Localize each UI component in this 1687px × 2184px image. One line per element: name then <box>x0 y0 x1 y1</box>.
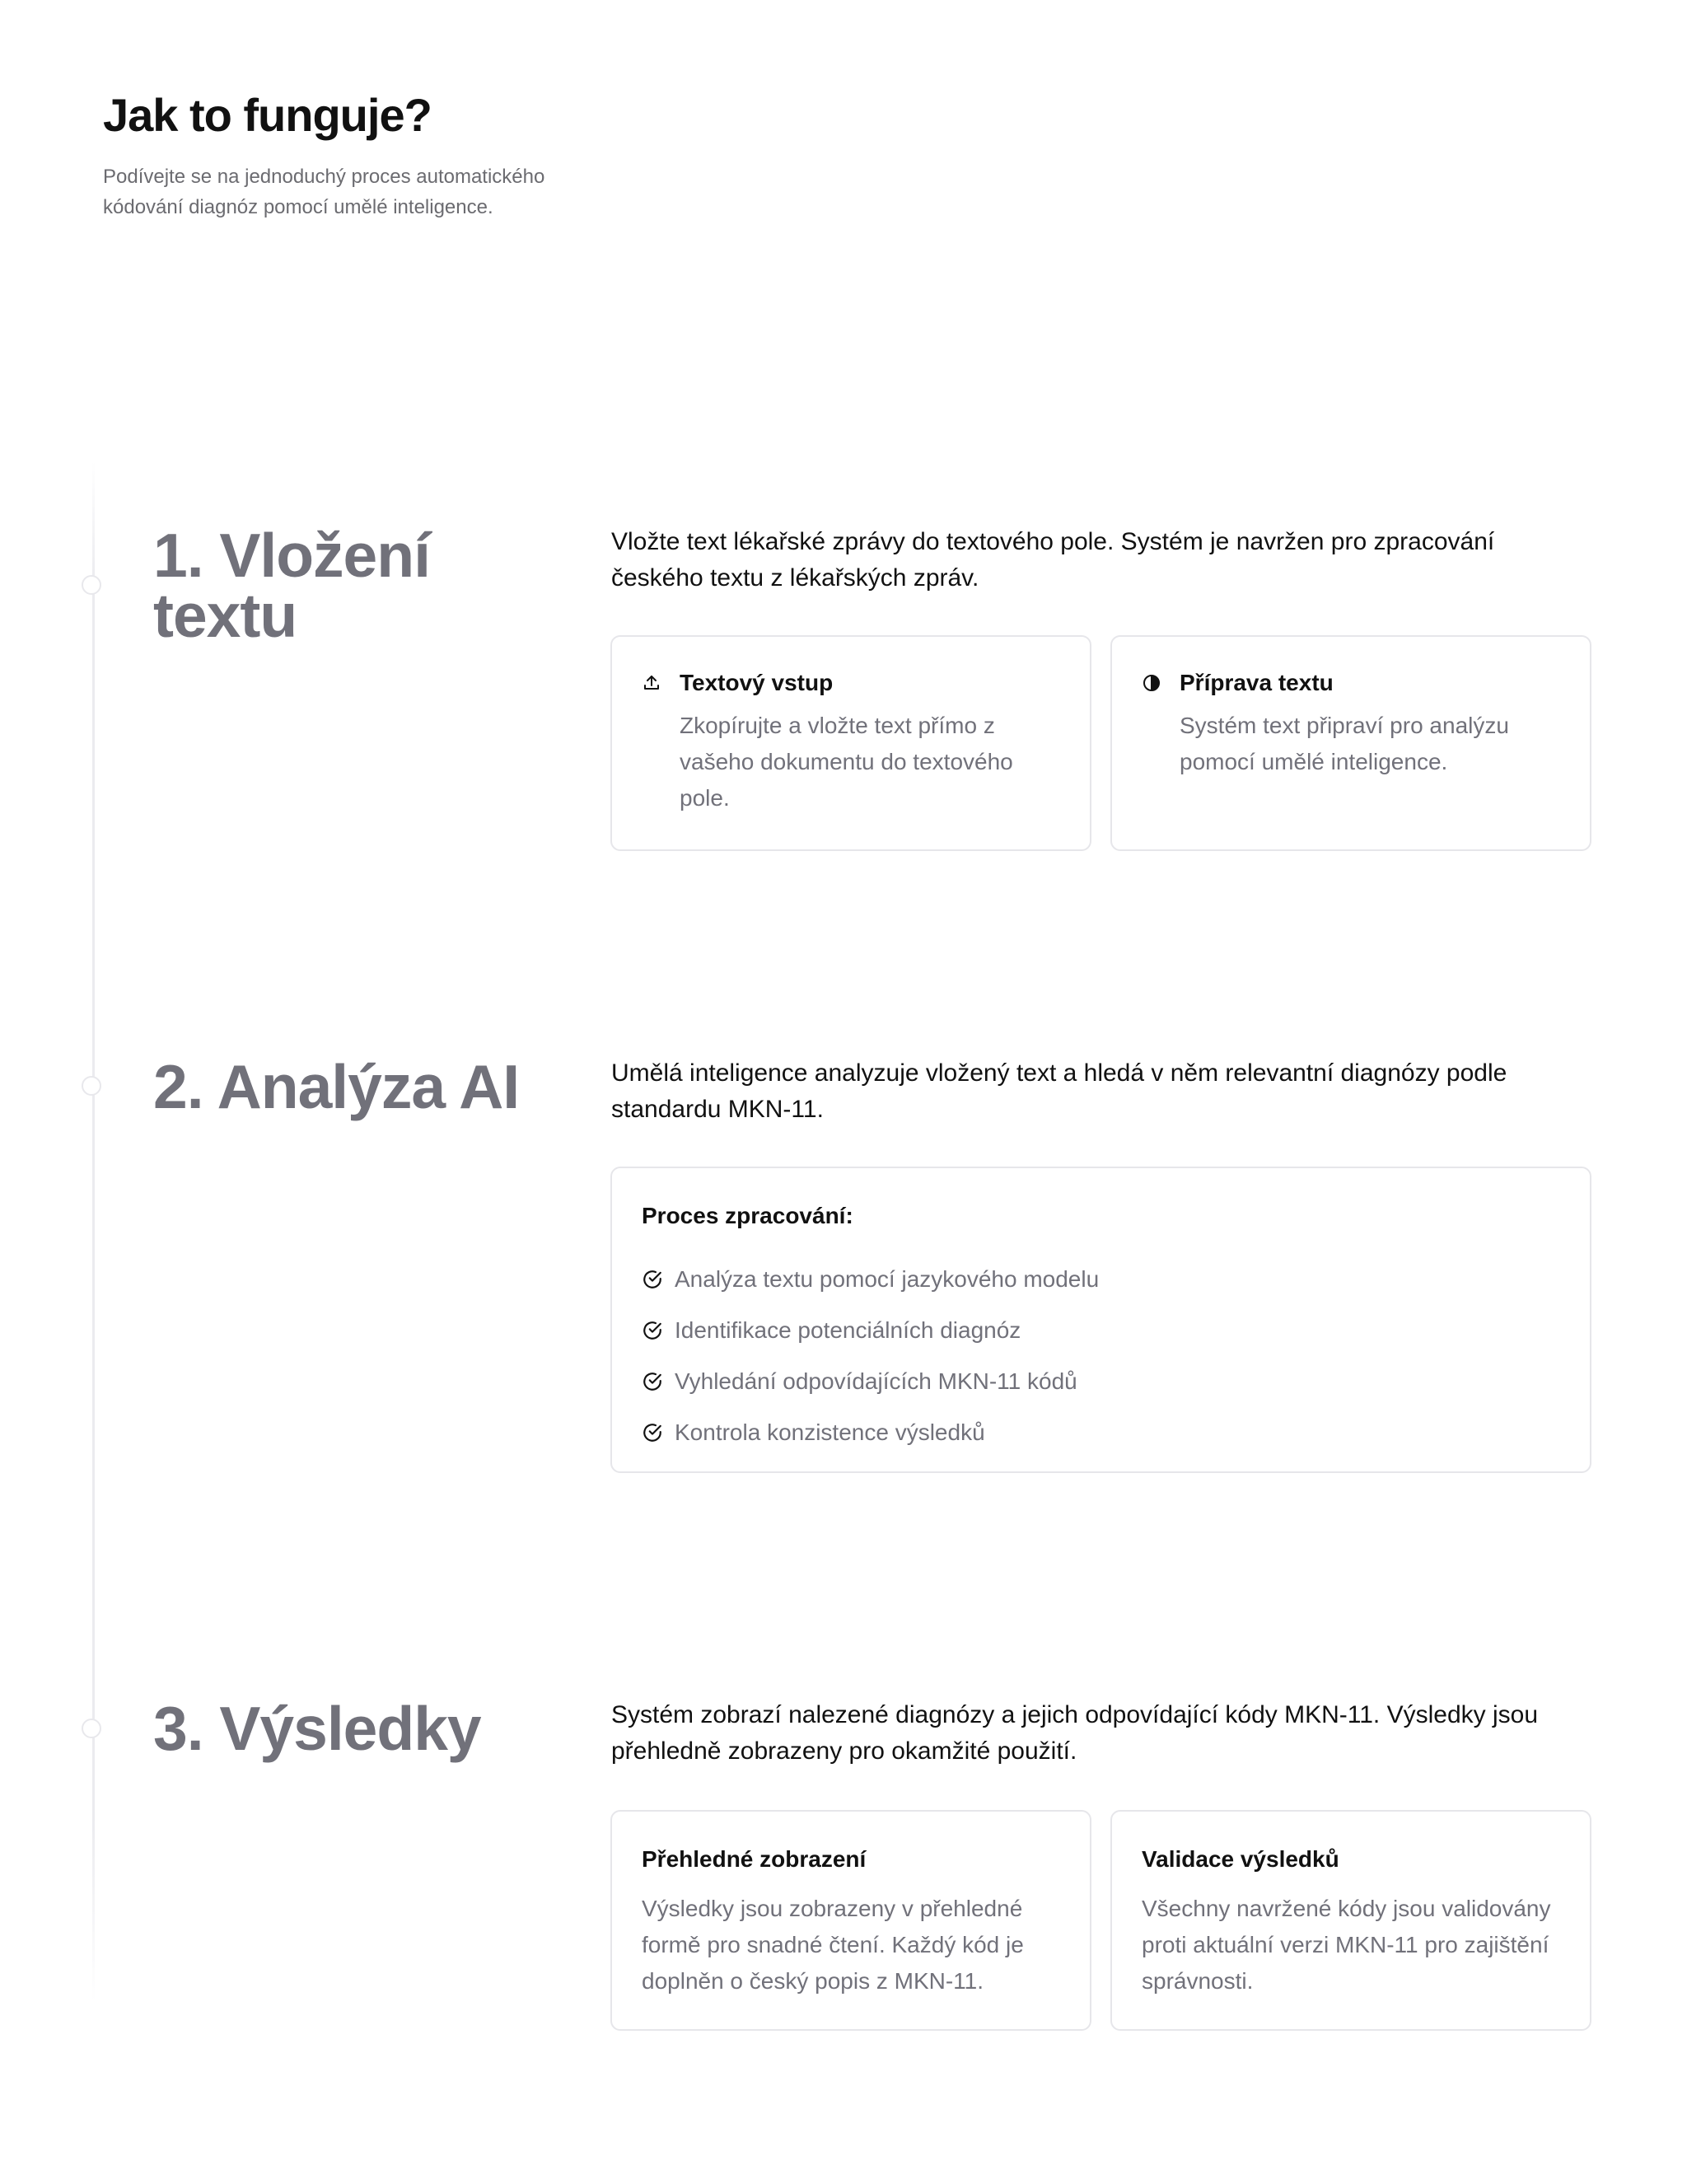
card-text: Systém text připraví pro analýzu pomocí umělé inteligence. <box>1180 713 1509 774</box>
check-circle-icon <box>642 1422 663 1443</box>
step-1-heading <box>153 521 430 650</box>
card-text-preparation <box>1110 635 1591 851</box>
card-overview-display <box>610 1810 1091 2031</box>
step-2-heading: 2. Analýza AI <box>153 1052 520 1121</box>
page-header <box>103 82 597 222</box>
list-item <box>642 1356 1560 1407</box>
list-item <box>642 1407 1560 1458</box>
step-3-description: Systém zobrazí nalezené diagnózy a jejich odpovídající kódy MKN-11. Výsledky jsou přehledně zobrazeny pro okamžité použití. <box>611 1701 1539 1765</box>
card-text: Všechny navržené kódy jsou validovány proti aktuální verzi MKN-11 pro zajištění správnosti. <box>1142 1896 1551 1994</box>
check-circle-icon <box>642 1371 663 1392</box>
check-circle-icon <box>642 1320 663 1341</box>
list-item <box>642 1254 1560 1305</box>
list-item-label: Kontrola konzistence výsledků <box>675 1419 985 1445</box>
process-card-title: Proces zpracování: <box>642 1203 853 1228</box>
card-title: Přehledné zobrazení <box>642 1846 867 1872</box>
card-text-input <box>610 635 1091 851</box>
page-subtitle: Podívejte se na jednoduchý proces automatického kódování diagnóz pomocí umělé inteligence. <box>103 166 545 218</box>
upload-icon <box>642 673 661 693</box>
contrast-icon <box>1142 673 1161 693</box>
timeline-dot-step-3 <box>82 1719 101 1738</box>
step-3-heading: 3. Výsledky <box>153 1694 481 1763</box>
card-results-validation <box>1110 1810 1591 2031</box>
card-title: Příprava textu <box>1180 670 1334 695</box>
check-circle-icon <box>642 1269 663 1290</box>
process-list <box>642 1254 1560 1458</box>
step-2-description: Umělá inteligence analyzuje vložený text a hledá v něm relevantní diagnózy podle standardu MKN-11. <box>611 1059 1507 1123</box>
timeline-dot-step-2 <box>82 1076 101 1096</box>
process-card <box>610 1167 1591 1473</box>
step-1-heading-line2: textu <box>153 581 297 650</box>
list-item-label: Analýza textu pomocí jazykového modelu <box>675 1266 1100 1292</box>
card-text: Výsledky jsou zobrazeny v přehledné formě pro snadné čtení. Každý kód je doplněn o český popis z MKN-11. <box>642 1896 1024 1994</box>
timeline-line <box>92 461 95 2002</box>
step-1-description: Vložte text lékařské zprávy do textového pole. Systém je navržen pro zpracování českého textu z lékařských zpráv. <box>611 528 1495 592</box>
step-1-heading-line1: 1. Vložení <box>153 521 430 590</box>
list-item <box>642 1305 1560 1356</box>
card-title: Textový vstup <box>680 670 834 695</box>
timeline-dot-step-1 <box>82 575 101 595</box>
list-item-label: Identifikace potenciálních diagnóz <box>675 1317 1021 1343</box>
card-title: Validace výsledků <box>1142 1846 1339 1872</box>
card-text: Zkopírujte a vložte text přímo z vašeho dokumentu do textového pole. <box>680 713 1013 811</box>
page-title: Jak to funguje? <box>103 89 432 141</box>
list-item-label: Vyhledání odpovídajících MKN-11 kódů <box>675 1368 1077 1394</box>
